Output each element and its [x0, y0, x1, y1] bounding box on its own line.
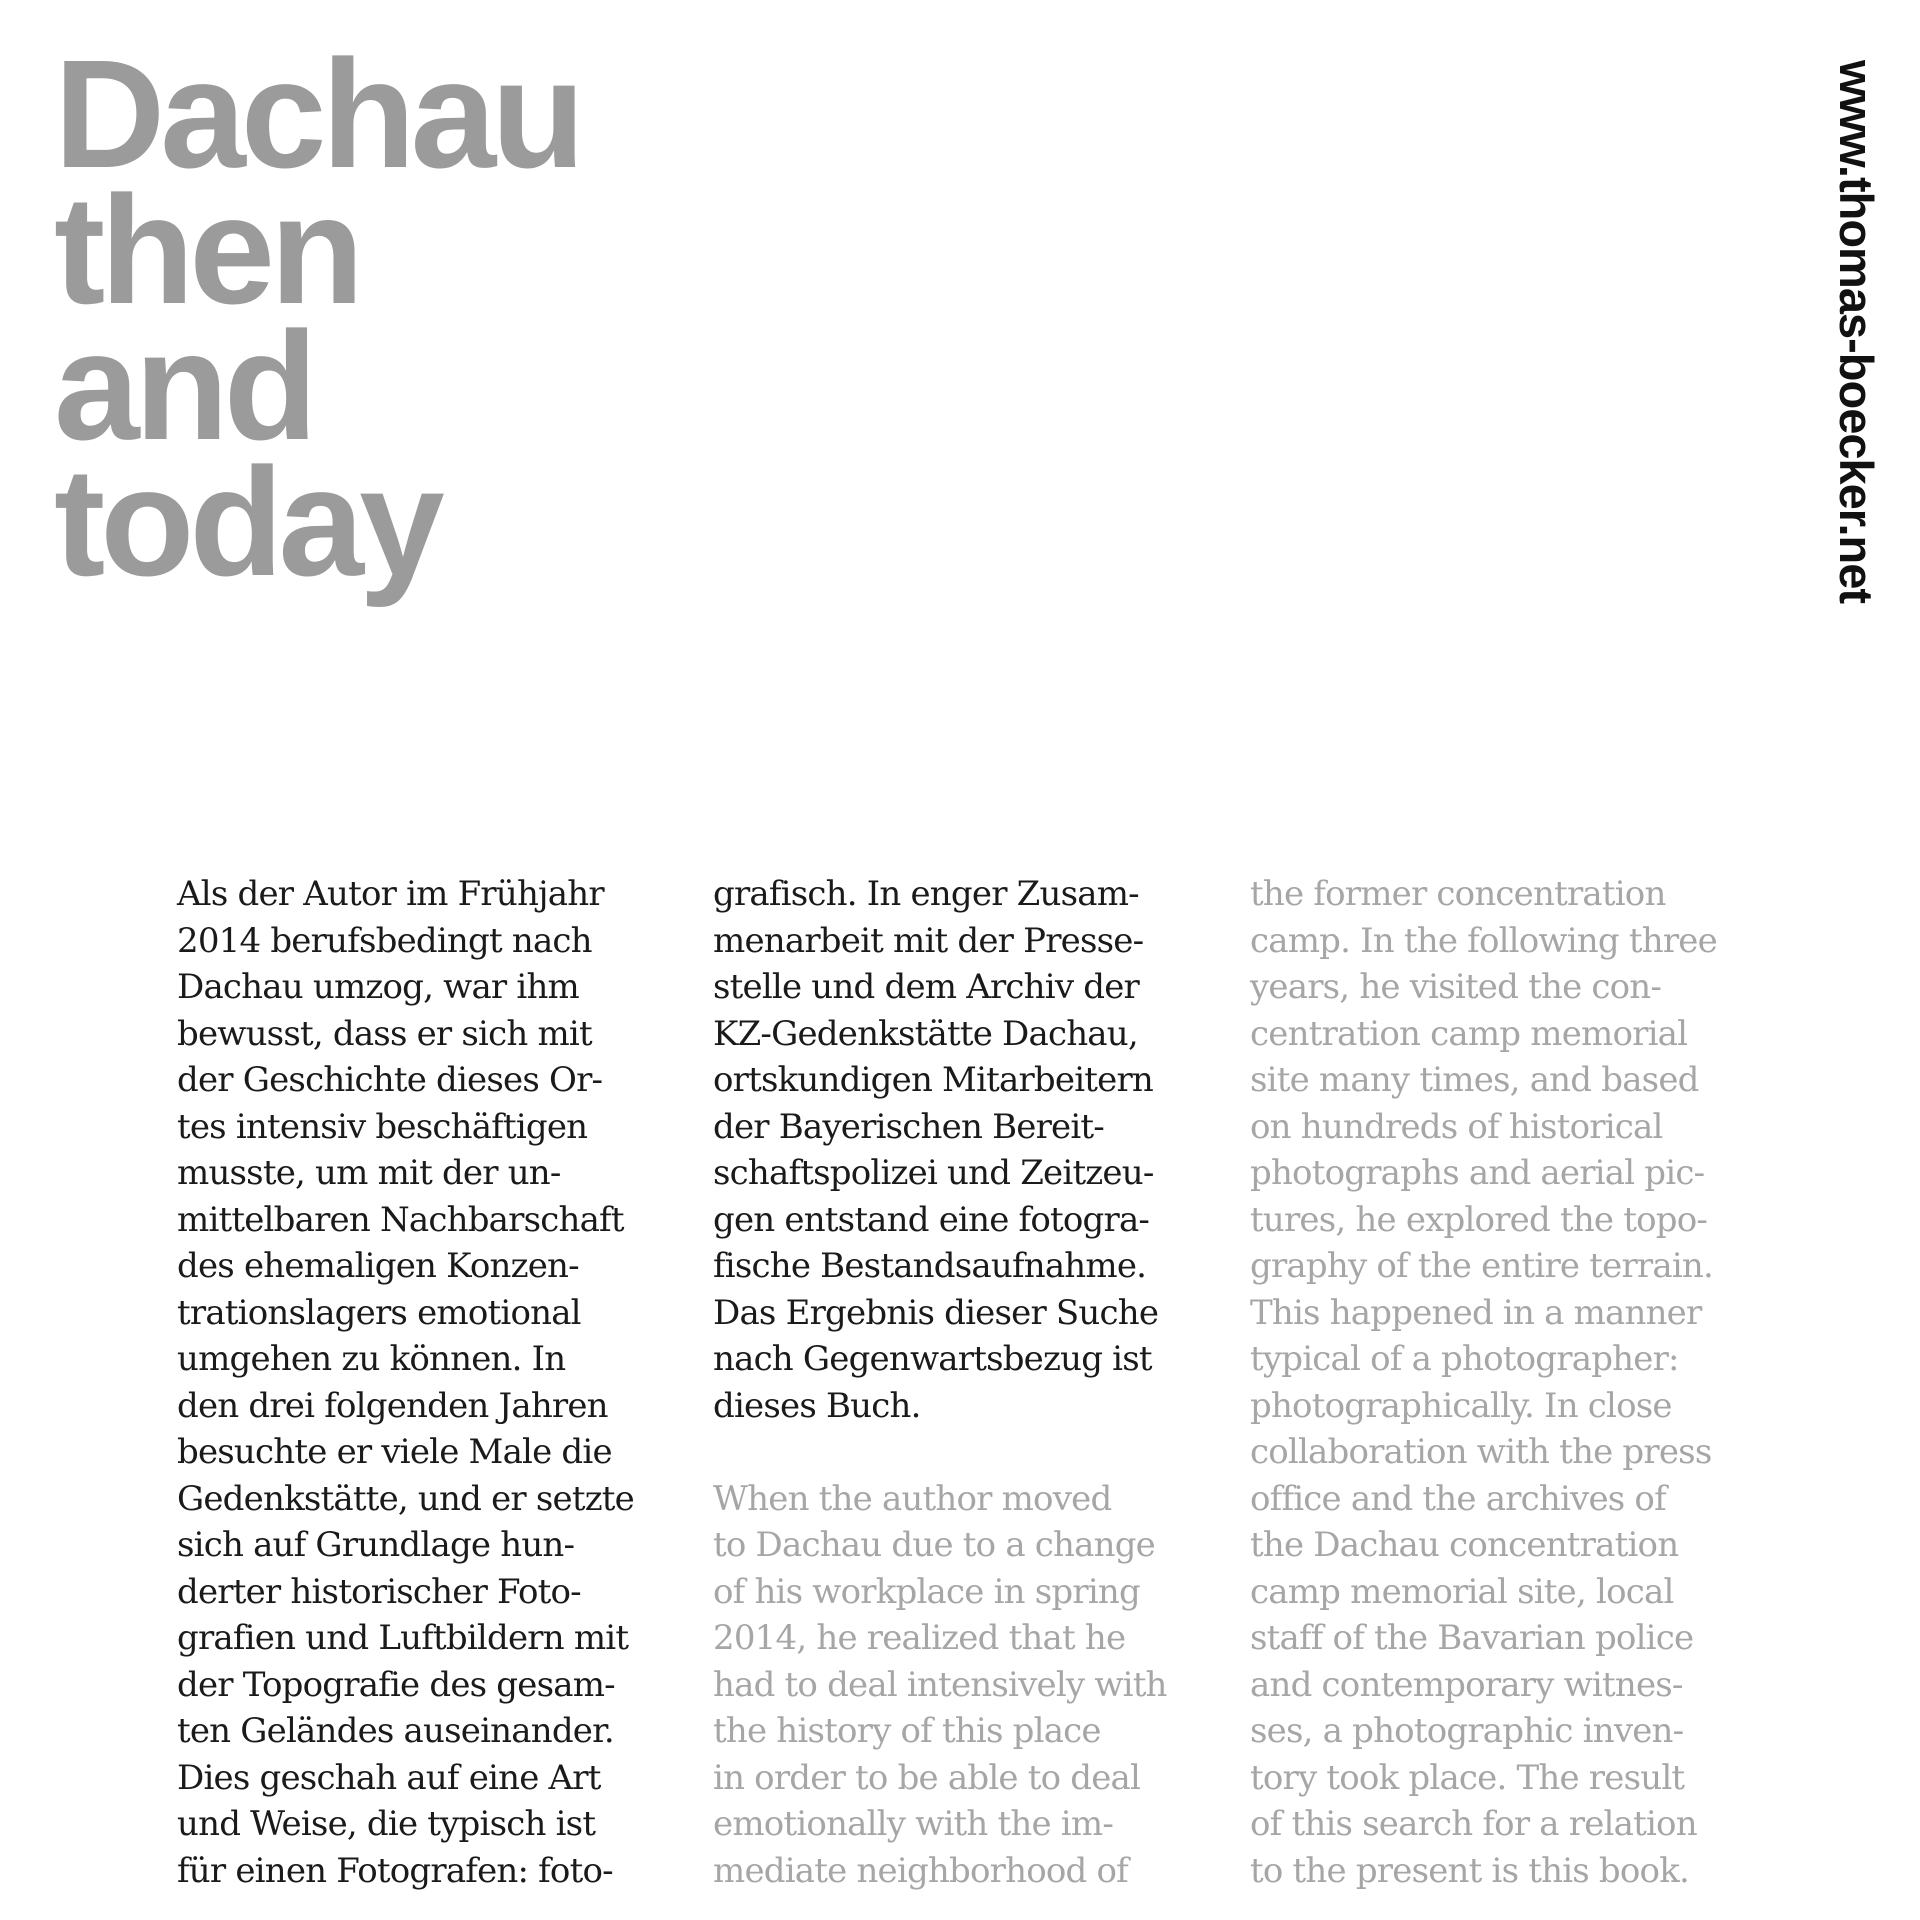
text-line: der Bayerischen Bereit-	[713, 1106, 1104, 1147]
text-line: sich auf Grundlage hun-	[177, 1525, 575, 1565]
text-line: to Dachau due to a change	[713, 1525, 1155, 1565]
text-line: This happened in a manner	[1250, 1292, 1702, 1333]
text-line: in order to be able to deal	[713, 1757, 1141, 1798]
text-line: besuchte er viele Male die	[177, 1432, 612, 1472]
text-line: collaboration with the press	[1250, 1432, 1712, 1472]
english-column-3	[1250, 871, 1750, 1894]
text-line: des ehemaligen Konzen-	[177, 1246, 579, 1286]
text-line: derter historischer Foto-	[177, 1571, 581, 1612]
german-column-1	[177, 871, 677, 1894]
text-line: camp memorial site, local	[1250, 1571, 1674, 1612]
text-line: mittelbaren Nachbarschaft	[177, 1199, 624, 1240]
text-line: on hundreds of historical	[1250, 1106, 1663, 1147]
text-line: KZ-Gedenkstätte Dachau,	[713, 1013, 1138, 1054]
text-line: staff of the Bavarian police	[1250, 1618, 1694, 1658]
page-title	[54, 28, 581, 608]
text-line: fische Bestandsaufnahme.	[713, 1246, 1147, 1286]
text-line: When the author moved	[713, 1478, 1112, 1519]
text-line: Dies geschah auf eine Art	[177, 1757, 601, 1798]
text-line: the Dachau concentration	[1250, 1525, 1679, 1565]
text-line: photographs and aerial pic-	[1250, 1153, 1705, 1193]
text-line: musste, um mit der un-	[177, 1153, 561, 1193]
title-line: Dachau	[54, 28, 581, 200]
text-line: Das Ergebnis dieser Suche	[713, 1292, 1159, 1333]
text-line: nach Gegenwartsbezug ist	[713, 1339, 1152, 1379]
mixed-column-2	[713, 871, 1213, 1894]
website-url: www.thomas-boecker.net	[1830, 60, 1883, 604]
text-line: umgehen zu können. In	[177, 1339, 566, 1379]
text-line: 2014, he realized that he	[713, 1618, 1126, 1658]
text-line: Dachau umzog, war ihm	[177, 967, 579, 1007]
text-line: photographically. In close	[1250, 1385, 1672, 1426]
text-line: den drei folgenden Jahren	[177, 1385, 608, 1426]
title-line: then	[54, 164, 360, 336]
text-line: stelle und dem Archiv der	[713, 967, 1139, 1007]
title-line: and	[54, 300, 313, 472]
text-line: camp. In the following three	[1250, 920, 1717, 961]
text-line: site many times, and based	[1250, 1060, 1699, 1100]
text-line: 2014 berufsbedingt nach	[177, 920, 592, 961]
text-line: menarbeit mit der Presse-	[713, 920, 1144, 961]
german-paragraph-end	[713, 871, 1213, 1429]
text-line: der Geschichte dieses Or-	[177, 1060, 603, 1100]
text-line: Gedenkstätte, und er setzte	[177, 1478, 634, 1519]
text-line: graphy of the entire terrain.	[1250, 1246, 1713, 1286]
text-line: of this search for a relation	[1250, 1804, 1697, 1844]
text-line: mediate neighborhood of	[713, 1850, 1128, 1891]
text-line: years, he visited the con-	[1250, 967, 1662, 1007]
text-line: bewusst, dass er sich mit	[177, 1013, 592, 1054]
text-line: tory took place. The result	[1250, 1757, 1685, 1798]
text-line: ten Geländes auseinander.	[177, 1711, 614, 1751]
text-line: the former concentration	[1250, 874, 1666, 914]
text-line: office and the archives of	[1250, 1478, 1666, 1519]
text-line: und Weise, die typisch ist	[177, 1804, 596, 1844]
text-line: für einen Fotografen: foto-	[177, 1850, 613, 1891]
text-line: grafisch. In enger Zusam-	[713, 874, 1139, 914]
text-line: gen entstand eine fotogra-	[713, 1199, 1150, 1240]
text-line: and contemporary witnes-	[1250, 1664, 1683, 1705]
english-paragraph-start	[713, 1476, 1213, 1895]
text-line: the history of this place	[713, 1711, 1101, 1751]
text-line: typical of a photographer:	[1250, 1339, 1679, 1379]
text-line: trationslagers emotional	[177, 1292, 581, 1333]
text-line: tes intensiv beschäftigen	[177, 1106, 588, 1147]
text-line: emotionally with the im-	[713, 1804, 1114, 1844]
text-line: tures, he explored the topo-	[1250, 1199, 1708, 1240]
text-line: of his workplace in spring	[713, 1571, 1140, 1612]
text-line: had to deal intensively with	[713, 1664, 1167, 1705]
text-line: to the present is this book.	[1250, 1850, 1690, 1891]
paragraph-gap	[713, 1429, 1213, 1476]
text-line: schaftspolizei und Zeitzeu-	[713, 1153, 1154, 1193]
text-line: dieses Buch.	[713, 1385, 921, 1426]
text-line: grafien und Luftbildern mit	[177, 1618, 629, 1658]
text-line: der Topografie des gesam-	[177, 1664, 615, 1705]
text-line: ortskundigen Mitarbeitern	[713, 1060, 1154, 1100]
text-line: ses, a photographic inven-	[1250, 1711, 1684, 1751]
title-line: today	[54, 436, 440, 608]
text-line: centration camp memorial	[1250, 1013, 1688, 1054]
text-line: Als der Autor im Frühjahr	[177, 874, 604, 914]
